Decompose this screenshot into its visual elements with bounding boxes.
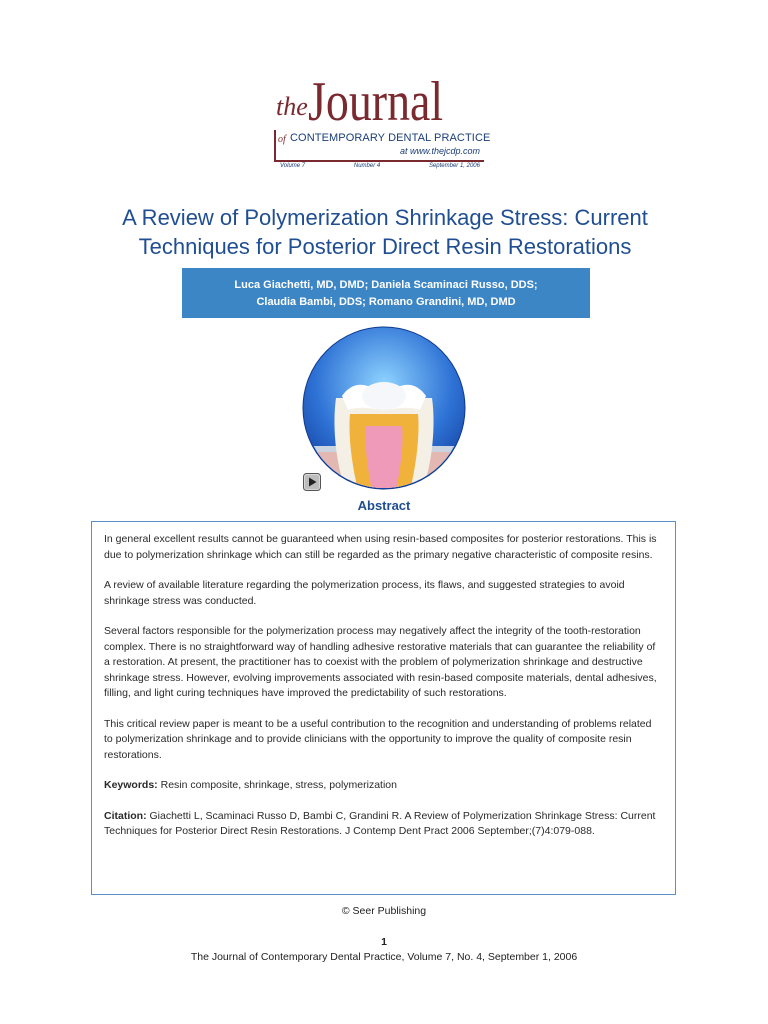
masthead-issue-info: [280, 163, 480, 169]
copyright: © Seer Publishing: [341, 905, 427, 917]
masthead-of: of: [278, 134, 286, 145]
journal-masthead: [272, 71, 502, 174]
abstract-paragraph: Several factors responsible for the polymerization process may negatively affect the integrity of the tooth-restoration complex. There is no straightforward way of handling adhesive restorative materials that can guarantee the reliability of a restoration. At present, the practitioner has to coexist with the problem of polymerization shrinkage and destructive shrinkage stress. However, evolving improvements associated with resin-based composite materials, dental adhesives, filling, and light curing techniques have improved the predictability of such restorations.: [104, 625, 657, 699]
masthead-url: at www.thejcdp.com: [400, 146, 481, 156]
keywords: [104, 778, 663, 794]
page-footer: The Journal of Contemporary Dental Practice, Volume 7, No. 4, September 1, 2006: [190, 951, 578, 963]
authors-banner: [182, 268, 590, 318]
masthead-subtitle: CONTEMPORARY DENTAL PRACTICE: [290, 132, 491, 144]
play-icon[interactable]: [303, 473, 321, 491]
keywords-text: Resin composite, shrinkage, stress, polymerization: [160, 779, 397, 791]
masthead-the: the: [276, 92, 308, 121]
abstract-paragraph: In general excellent results cannot be guaranteed when using resin-based composites for posterior restorations. This is due to polymerization shrinkage which can still be regarded as the primary negative characteristic of composite resins.: [104, 533, 657, 561]
masthead-date: September 1, 2006: [428, 163, 480, 169]
abstract-paragraph: This critical review paper is meant to be a useful contribution to the recognition and understanding of problems related to polymerization shrinkage and to provide clinicians with the opportunity to improve the quality of composite resin restorations.: [104, 717, 652, 761]
abstract-box: [91, 521, 676, 895]
abstract-heading: Abstract: [357, 498, 411, 513]
masthead-volume: Volume 7: [280, 163, 306, 169]
citation-label: Citation:: [104, 809, 147, 822]
authors-line2: Claudia Bambi, DDS; Romano Grandini, MD, DMD: [256, 296, 516, 308]
article-title-line1: A Review of Polymerization Shrinkage Stress: Current: [122, 205, 648, 230]
citation: [104, 809, 663, 840]
abstract-paragraph: A review of available literature regarding the polymerization process, its flaws, and suggested strategies to avoid shrinkage stress was conducted.: [104, 579, 625, 607]
page-number: 1: [381, 936, 387, 948]
article-title-line2: Techniques for Posterior Direct Resin Restorations: [138, 234, 632, 259]
citation-text: Giachetti L, Scaminaci Russo D, Bambi C, Grandini R. A Review of Polymerization Shrinkage Stress: Current Techniques for Posterior Direct Resin Restorations. J Contemp Dent Pract 2006 September;(7)4:079-088.: [104, 809, 656, 837]
article-title: [40, 203, 730, 261]
masthead-number: Number 4: [353, 163, 381, 169]
keywords-label: Keywords:: [104, 779, 158, 791]
authors-line1: Luca Giachetti, MD, DMD; Daniela Scaminaci Russo, DDS;: [234, 279, 538, 291]
tooth-illustration[interactable]: [302, 326, 466, 490]
masthead-journal: Journal: [308, 71, 444, 133]
